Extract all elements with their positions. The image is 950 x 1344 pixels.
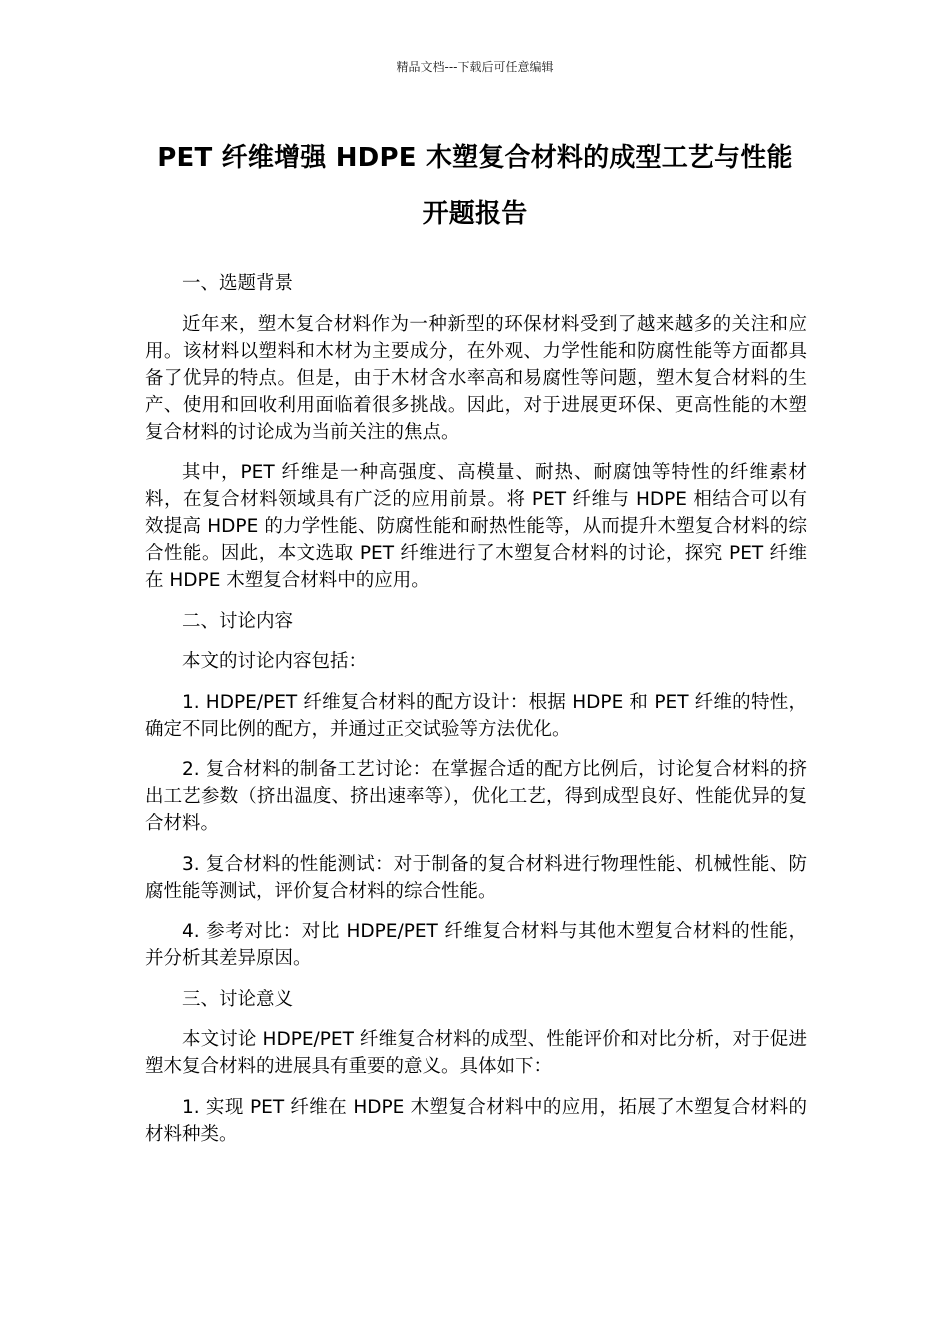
document-title: PET 纤维增强 HDPE 木塑复合材料的成型工艺与性能开题报告 — [157, 143, 793, 229]
paragraph-content-intro: 本文的讨论内容包括： — [182, 651, 368, 672]
paragraph-background-1: 近年来，塑木复合材料作为一种新型的环保材料受到了越来越多的关注和应用。该材料以塑料和木材为主要成分，在外观、力学性能和防腐性能等方面都具备了优异的特点。但是，由于木材含水率高和易腐性等问题，塑木复合材料的生产、使用和回收利用面临着很多挑战。因此，对于进展更环保、更高性能的木塑复合材料的讨论成为当前关注的焦点。 — [145, 313, 807, 443]
page-header: 精品文档---下载后可任意编辑 — [396, 60, 554, 74]
section-heading-significance: 三、讨论意义 — [182, 988, 294, 1010]
section-heading-content: 二、讨论内容 — [182, 610, 294, 632]
list-item-content-1: 1. HDPE/PET 纤维复合材料的配方设计：根据 HDPE 和 PET 纤维的特性，确定不同比例的配方，并通过正交试验等方法优化。 — [145, 691, 807, 740]
paragraph-significance-intro: 本文讨论 HDPE/PET 纤维复合材料的成型、性能评价和对比分析，对于促进塑木复合材料的进展具有重要的意义。具体如下： — [145, 1029, 807, 1077]
section-heading-background: 一、选题背景 — [182, 273, 294, 294]
list-item-significance-1: 1. 实现 PET 纤维在 HDPE 木塑复合材料中的应用，拓展了木塑复合材料的材料种类。 — [145, 1096, 807, 1145]
list-item-content-2: 2. 复合材料的制备工艺讨论：在掌握合适的配方比例后，讨论复合材料的挤出工艺参数（挤出温度、挤出速率等），优化工艺，得到成型良好、性能优异的复合材料。 — [145, 759, 807, 834]
document-body — [145, 270, 807, 1161]
paragraph-background-2: 其中，PET 纤维是一种高强度、高模量、耐热、耐腐蚀等特性的纤维素材料，在复合材料领域具有广泛的应用前景。将 PET 纤维与 HDPE 相结合可以有效提高 HDPE 的力学性能、防腐性能和耐热性能等，从而提升木塑复合材料的综合性能。因此，本文选取 PET 纤维进行了木塑复合材料的讨论，探究 PET 纤维在 HDPE 木塑复合材料中的应用。 — [145, 462, 807, 591]
list-item-content-4: 4. 参考对比：对比 HDPE/PET 纤维复合材料与其他木塑复合材料的性能，并分析其差异原因。 — [145, 921, 807, 969]
list-item-content-3: 3. 复合材料的性能测试：对于制备的复合材料进行物理性能、机械性能、防腐性能等测试，评价复合材料的综合性能。 — [145, 853, 807, 902]
